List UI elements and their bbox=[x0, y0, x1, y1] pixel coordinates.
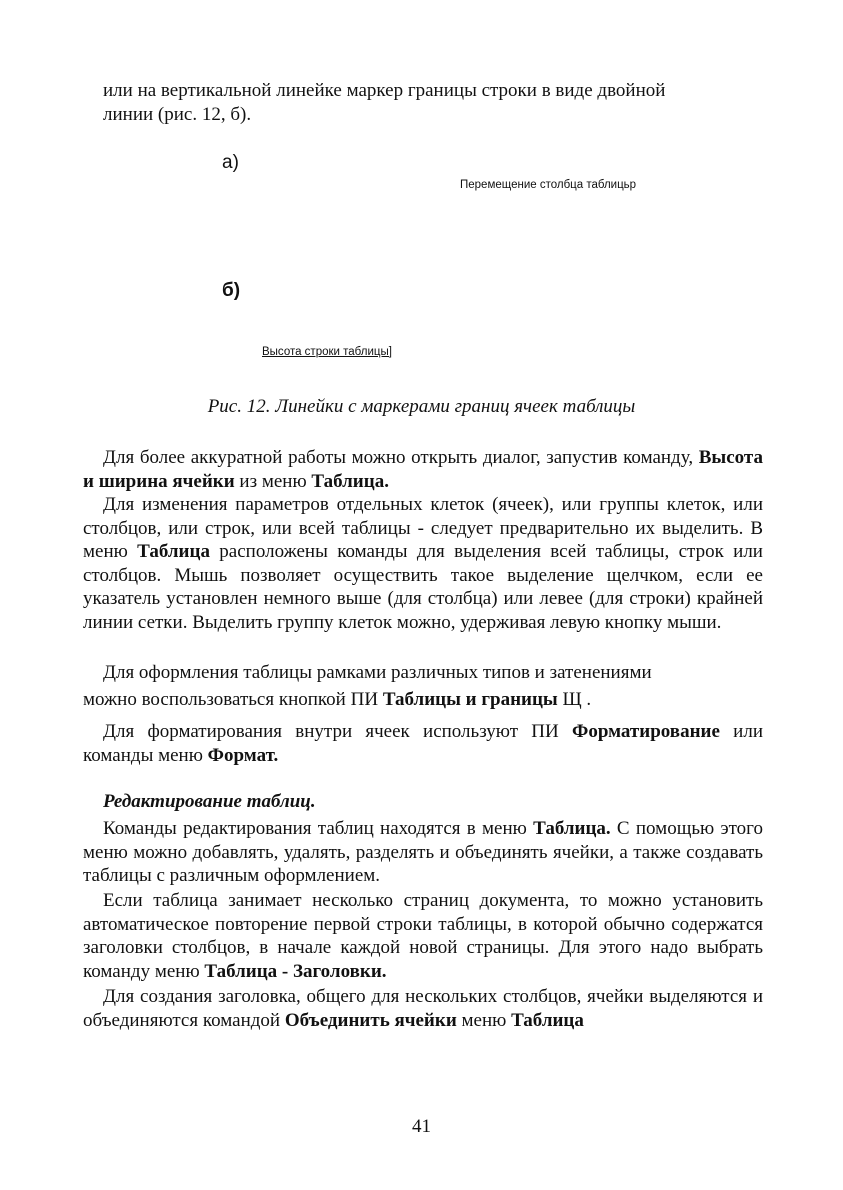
intro-line-2: линии (рис. 12, б). bbox=[103, 104, 252, 125]
paragraph-formatting: Для форматирования внутри ячеек используют ПИ Форматирование или команды меню Формат. bbox=[83, 721, 763, 766]
figure-label-a: а) bbox=[222, 152, 239, 173]
paragraph-selection: Для изменения параметров отдельных клеток (ячеек), или группы клеток, или столбцов, или строк, или всей таблицы - следует предварительно их выделить. В меню Таблица расположены команды для выделения всей таблицы, строк или столбцов. Мышь позволяет осуществить такое выделение щелчком, если ее указатель установлен немного выше (для столбца) или левее (для строки) крайней линии сетки. Выделить группу клеток можно, удерживая левую кнопку мыши. bbox=[83, 494, 763, 633]
paragraph-borders-line-2: можно воспользоваться кнопкой ПИ Таблицы и границы Щ . bbox=[83, 689, 592, 710]
paragraph-edit-commands: Команды редактирования таблиц находятся в меню Таблица. С помощью этого меню можно добавлять, удалять, разделять и объединять ячейки, а также создавать таблицы с различным оформлением. bbox=[83, 818, 763, 886]
figure-label-b: б) bbox=[222, 280, 241, 301]
figure-note-b: Высота строки таблицы] bbox=[262, 346, 392, 358]
paragraph-borders-line-1: Для оформления таблицы рамками различных типов и затенениями bbox=[103, 662, 652, 683]
page-number: 41 bbox=[412, 1116, 431, 1137]
section-heading: Редактирование таблиц. bbox=[103, 791, 316, 812]
intro-line-1: или на вертикальной линейке маркер границы строки в виде двойной bbox=[103, 80, 666, 101]
paragraph-repeat-header: Если таблица занимает несколько страниц документа, то можно установить автоматическое повторение первой строки таблицы, в которой обычно содержатся заголовки столбцов, в начале каждой новой страницы. Для этого надо выбрать команду меню Таблица - Заголовки. bbox=[83, 890, 763, 982]
figure-note-a: Перемещение столбца таблицьр bbox=[460, 179, 637, 191]
paragraph-merge-cells: Для создания заголовка, общего для нескольких столбцов, ячейки выделяются и объединяются командой Объединить ячейки меню Таблица bbox=[83, 986, 763, 1031]
paragraph-dialog: Для более аккуратной работы можно открыть диалог, запустив команду, Высота и ширина ячейки из меню Таблица. bbox=[83, 447, 763, 492]
figure-caption: Рис. 12. Линейки с маркерами границ ячеек таблицы bbox=[207, 396, 636, 417]
